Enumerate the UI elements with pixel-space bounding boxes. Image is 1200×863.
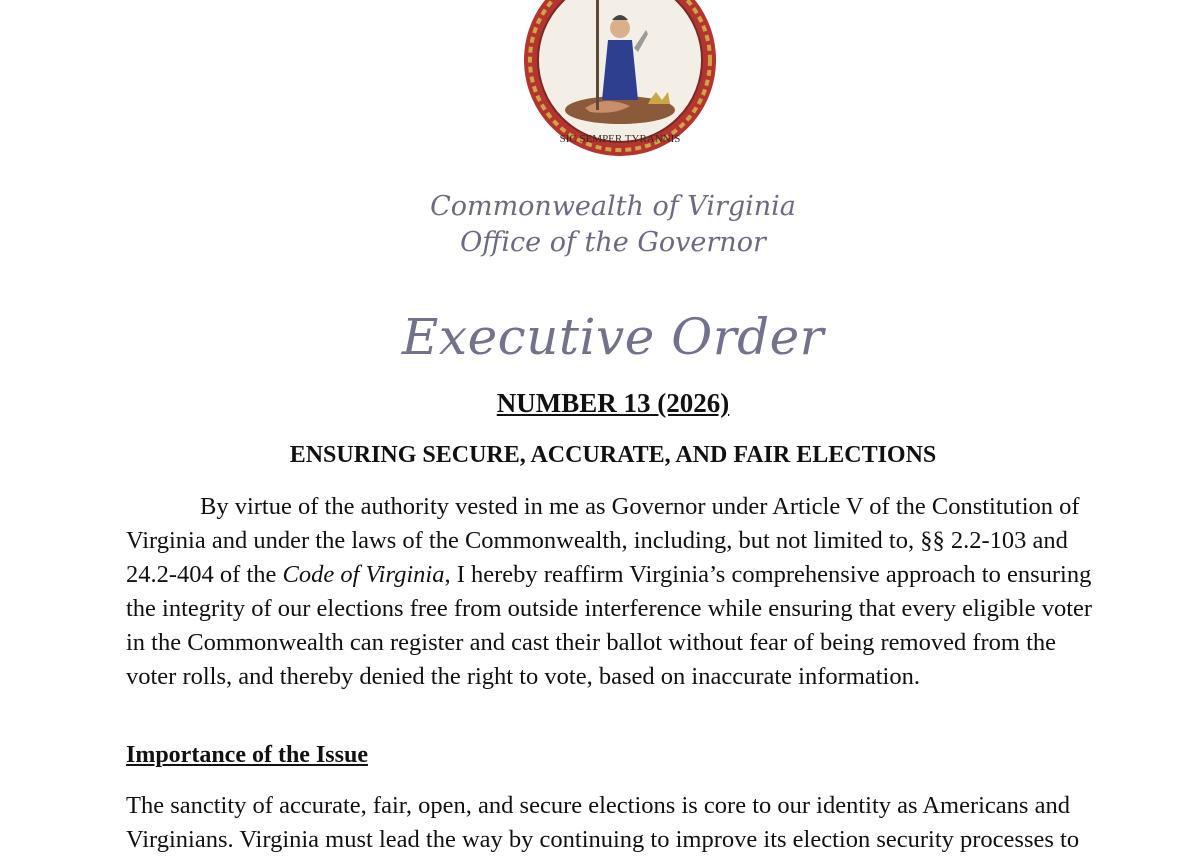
preamble-text-start: By virtue of the authority vested in me as Governor under Article V of the Constitution of Virginia and under the laws of the Commonwealth, including, but not limited to, §§ 2.2-103 and 24.2-404 of the [126,493,1080,588]
virginia-seal [520,0,720,160]
section-body-paragraph: The sanctity of accurate, fair, open, and secure elections is core to our identity as Americans and Virginians. Virginia must lead the way by continuing to improve its election security processes to [126,792,1080,853]
preamble-paragraph [126,490,1111,694]
letterhead-line-2: Office of the Governor [460,227,766,258]
letterhead-line-1: Commonwealth of Virginia [430,191,796,222]
order-number: NUMBER 13 (2026) [496,388,730,418]
state-seal-icon [520,0,720,160]
seal-motto: SIC SEMPER TYRANNIS [559,133,681,145]
preamble-text-end: , I hereby reaffirm Virginia’s comprehensive approach to ensuring the integrity of our elections free from outside interference while ensuring that every eligible voter in the Commonwealth can register and cast their ballot without fear of being removed from the voter rolls, and thereby denied the right to vote, based on inaccurate information. [126,561,1093,690]
order-title: ENSURING SECURE, ACCURATE, AND FAIR ELECTIONS [289,442,937,468]
document-type-title: Executive Order [401,308,825,366]
citation-code-of-virginia: Code of Virginia [282,561,445,588]
section-heading: Importance of the Issue [126,742,368,768]
